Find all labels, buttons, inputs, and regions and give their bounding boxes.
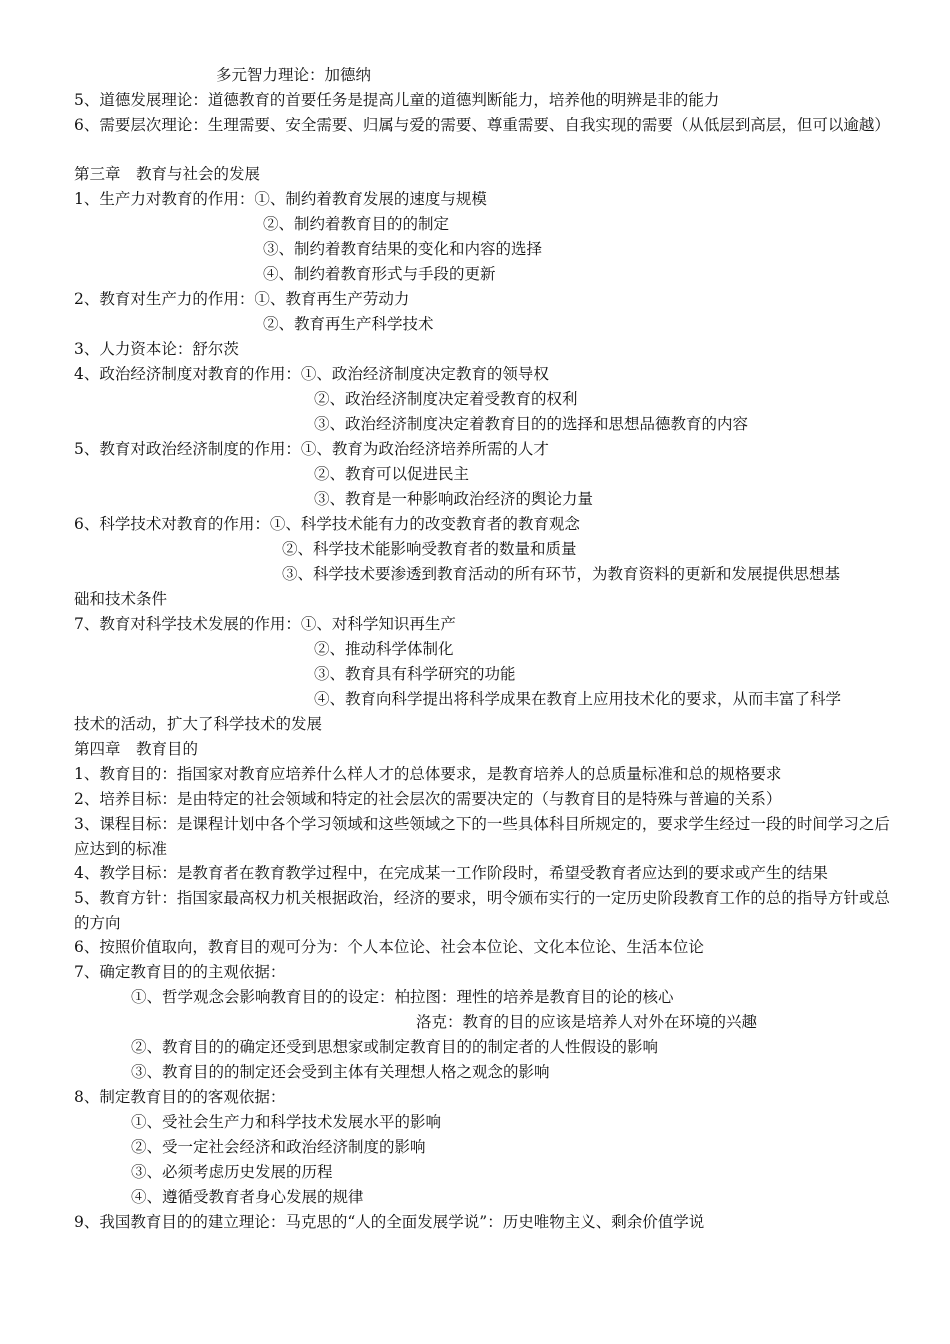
text-line: ②、教育再生产科学技术 — [263, 315, 434, 333]
text-line: ③、教育目的的制定还会受到主体有关理想人格之观念的影响 — [131, 1063, 550, 1081]
text-line: ②、科学技术能影响受教育者的数量和质量 — [282, 540, 577, 558]
text-line: 7、教育对科学技术发展的作用：①、对科学知识再生产 — [74, 615, 456, 633]
text-line: ④、制约着教育形式与手段的更新 — [263, 265, 496, 283]
text-line: 1、教育目的：指国家对教育应培养什么样人才的总体要求，是教育培养人的总质量标准和总的规格要求 — [74, 765, 782, 783]
text-line: ②、制约着教育目的的制定 — [263, 215, 450, 233]
text-line: ③、教育具有科学研究的功能 — [314, 665, 516, 683]
text-line: ②、受一定社会经济和政治经济制度的影响 — [131, 1138, 426, 1156]
text-line: 7、确定教育目的的主观依据： — [74, 963, 286, 981]
text-line: ②、推动科学体制化 — [314, 640, 454, 658]
chapter-heading: 第三章 教育与社会的发展 — [74, 165, 261, 183]
text-line: 5、道德发展理论：道德教育的首要任务是提高儿童的道德判断能力，培养他的明辨是非的能力 — [74, 91, 720, 109]
text-line: 9、我国教育目的的建立理论：马克思的“人的全面发展学说”：历史唯物主义、剩余价值学说 — [74, 1213, 705, 1231]
text-line: 4、教学目标：是教育者在教育教学过程中，在完成某一工作阶段时，希望受教育者应达到的要求或产生的结果 — [74, 864, 828, 882]
text-line: ②、教育可以促进民主 — [314, 465, 470, 483]
text-line: ③、必须考虑历史发展的历程 — [131, 1163, 333, 1181]
text-line: ③、制约着教育结果的变化和内容的选择 — [263, 240, 543, 258]
text-line: ③、科学技术要渗透到教育活动的所有环节，为教育资料的更新和发展提供思想基 — [282, 565, 841, 583]
text-line: 8、制定教育目的的客观依据： — [74, 1088, 286, 1106]
text-line: 洛克：教育的目的应该是培养人对外在环境的兴趣 — [416, 1013, 758, 1031]
text-line: 2、培养目标：是由特定的社会领域和特定的社会层次的需要决定的（与教育目的是特殊与普遍的关系） — [74, 790, 782, 808]
text-line: ④、教育向科学提出将科学成果在教育上应用技术化的要求，从而丰富了科学 — [314, 690, 842, 708]
text-line: ④、遵循受教育者身心发展的规律 — [131, 1188, 364, 1206]
text-line: ②、政治经济制度决定着受教育的权利 — [314, 390, 578, 408]
text-line: 多元智力理论：加德纳 — [216, 66, 372, 84]
text-line: 技术的活动，扩大了科学技术的发展 — [74, 715, 323, 733]
text-line: 础和技术条件 — [74, 590, 168, 608]
chapter-heading: 第四章 教育目的 — [74, 740, 199, 758]
text-line: 3、课程目标：是课程计划中各个学习领域和这些领域之下的一些具体科目所规定的，要求学生经过一段的时间学习之后应达到的标准 — [74, 815, 890, 858]
text-line: 2、教育对生产力的作用：①、教育再生产劳动力 — [74, 290, 410, 308]
text-line: 3、人力资本论：舒尔茨 — [74, 340, 239, 358]
text-line: 6、科学技术对教育的作用：①、科学技术能有力的改变教育者的教育观念 — [74, 515, 580, 533]
text-line: 5、教育对政治经济制度的作用：①、教育为政治经济培养所需的人才 — [74, 440, 549, 458]
text-line: ②、教育目的的确定还受到思想家或制定教育目的的制定者的人性假设的影响 — [131, 1038, 659, 1056]
text-line: 4、政治经济制度对教育的作用：①、政治经济制度决定教育的领导权 — [74, 365, 549, 383]
text-line: 5、教育方针：指国家最高权力机关根据政治，经济的要求，明令颁布实行的一定历史阶段教育工作的总的指导方针或总的方向 — [74, 889, 890, 932]
text-line: ③、教育是一种影响政治经济的舆论力量 — [314, 490, 594, 508]
text-line: ①、哲学观念会影响教育目的的设定：柏拉图：理性的培养是教育目的论的核心 — [131, 988, 674, 1006]
text-line: 1、生产力对教育的作用：①、制约着教育发展的速度与规模 — [74, 190, 487, 208]
text-line: 6、按照价值取向，教育目的观可分为：个人本位论、社会本位论、文化本位论、生活本位论 — [74, 938, 704, 956]
text-line: 6、需要层次理论：生理需要、安全需要、归属与爱的需要、尊重需要、自我实现的需要（从低层到高层，但可以逾越） — [74, 116, 890, 134]
text-line: ③、政治经济制度决定着教育目的的选择和思想品德教育的内容 — [314, 415, 749, 433]
text-line: ①、受社会生产力和科学技术发展水平的影响 — [131, 1113, 442, 1131]
